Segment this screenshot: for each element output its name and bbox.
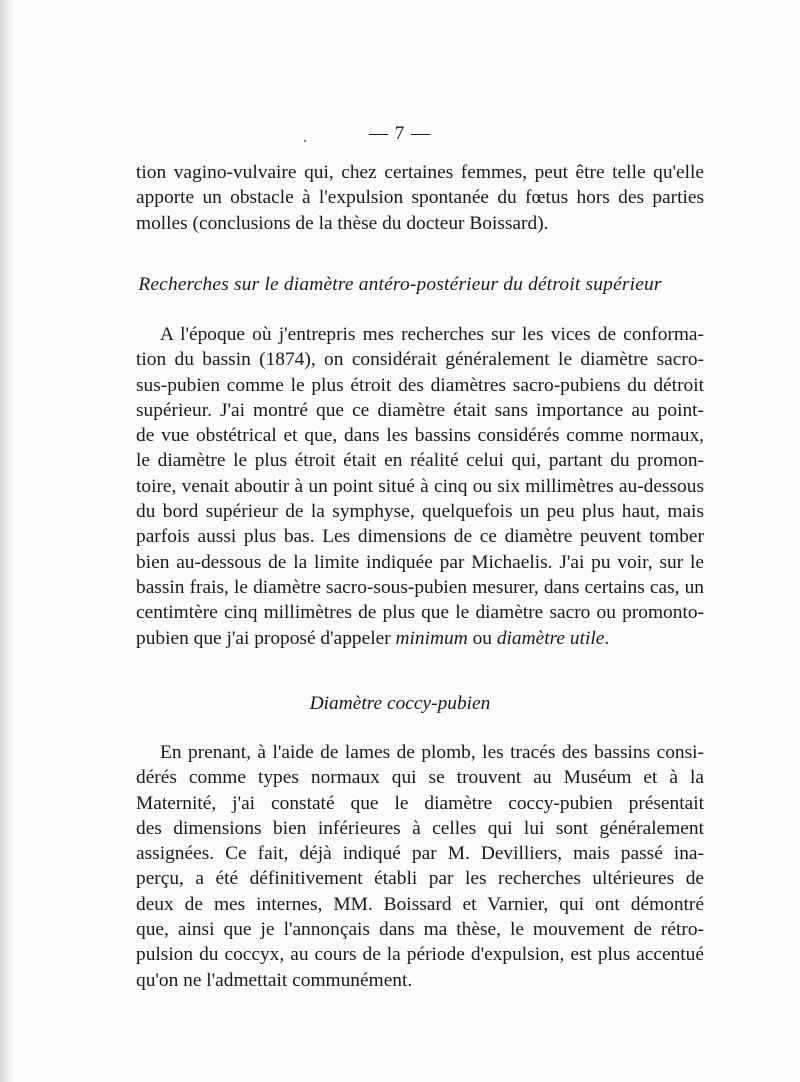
text-line: pulsion du coccyx, au cours de la période d'expulsion, est plus accentué	[136, 944, 704, 966]
text-line: toire, venait aboutir à un point situé à cinq ou six millimètres au-dessous	[136, 475, 704, 497]
text-line: perçu, a été définitivement établi par les recherches ultérieures de	[136, 868, 704, 890]
section-heading-recherches: Recherches sur le diamètre antéro-postérieur du détroit supérieur	[138, 274, 662, 295]
text-line: dérés comme types normaux qui se trouvent au Muséum et à la	[136, 767, 704, 789]
paragraph-recherches	[136, 322, 704, 651]
text-line: molles (conclusions de la thèse du docteur Boissard).	[136, 212, 549, 234]
text-line: le diamètre le plus étroit était en réalité celui qui, partant du promon-	[136, 450, 704, 472]
text-line: qu'on ne l'admettait communément.	[136, 969, 413, 991]
text-line: que, ainsi que je l'annonçais dans ma thèse, le mouvement de rétro-	[136, 919, 704, 941]
emphasis-diametre-utile: diamètre utile	[496, 627, 605, 649]
text-line: Maternité, j'ai constaté que le diamètre coccy-pubien présentait	[136, 792, 704, 814]
text-line: deux de mes internes, MM. Boissard et Varnier, qui ont démontré	[136, 893, 704, 915]
text-line: A l'époque où j'entrepris mes recherches sur les vices de conforma-	[160, 324, 704, 345]
text-fragment: ou	[467, 627, 497, 649]
text-fragment: .	[604, 627, 610, 649]
scan-shadow-edge	[0, 0, 14, 1082]
paragraph-coccy-pubien	[136, 740, 704, 993]
text-line: assignées. Ce fait, déjà indiqué par M. Devilliers, mais passé ina-	[136, 843, 704, 865]
text-line: centimtère cinq millimètres de plus que le diamètre sacro ou promonto-	[136, 602, 704, 624]
text-fragment: pubien que j'ai proposé d'appeler	[136, 627, 396, 649]
text-line: du bord supérieur de la symphyse, quelquefois un peu plus haut, mais	[136, 501, 704, 523]
text-line: supérieur. J'ai montré que ce diamètre était sans importance au point-	[136, 399, 704, 421]
text-line: En prenant, à l'aide de lames de plomb, les tracés des bassins consi-	[160, 742, 704, 763]
text-line: sus-pubien comme le plus étroit des diamètres sacro-pubiens du détroit	[136, 374, 704, 396]
page-number: — 7 —	[369, 123, 431, 144]
text-line: tion vagino-vulvaire qui, chez certaines femmes, peut être telle qu'elle	[136, 162, 704, 183]
text-line: des dimensions bien inférieures à celles qui lui sont généralement	[136, 817, 704, 839]
section-heading-coccy-pubien: Diamètre coccy-pubien	[309, 693, 491, 714]
text-line: apporte un obstacle à l'expulsion spontanée du fœtus hors des parties	[136, 187, 704, 209]
emphasis-minimum: minimum	[395, 627, 468, 649]
text-line: bassin frais, le diamètre sacro-sous-pubien mesurer, dans certains cas, un	[136, 576, 704, 598]
text-line: de vue obstétrical et que, dans les bassins considérés comme normaux,	[136, 425, 704, 447]
text-line: bien au-dessous de la limite indiquée par Michaelis. J'ai pu voir, sur le	[136, 551, 704, 573]
text-line: parfois aussi plus bas. Les dimensions de ce diamètre peuvent tomber	[136, 526, 704, 548]
text-line-last	[136, 626, 704, 651]
paragraph-intro	[136, 160, 704, 236]
text-line: tion du bassin (1874), on considérait généralement le diamètre sacro-	[136, 349, 704, 371]
